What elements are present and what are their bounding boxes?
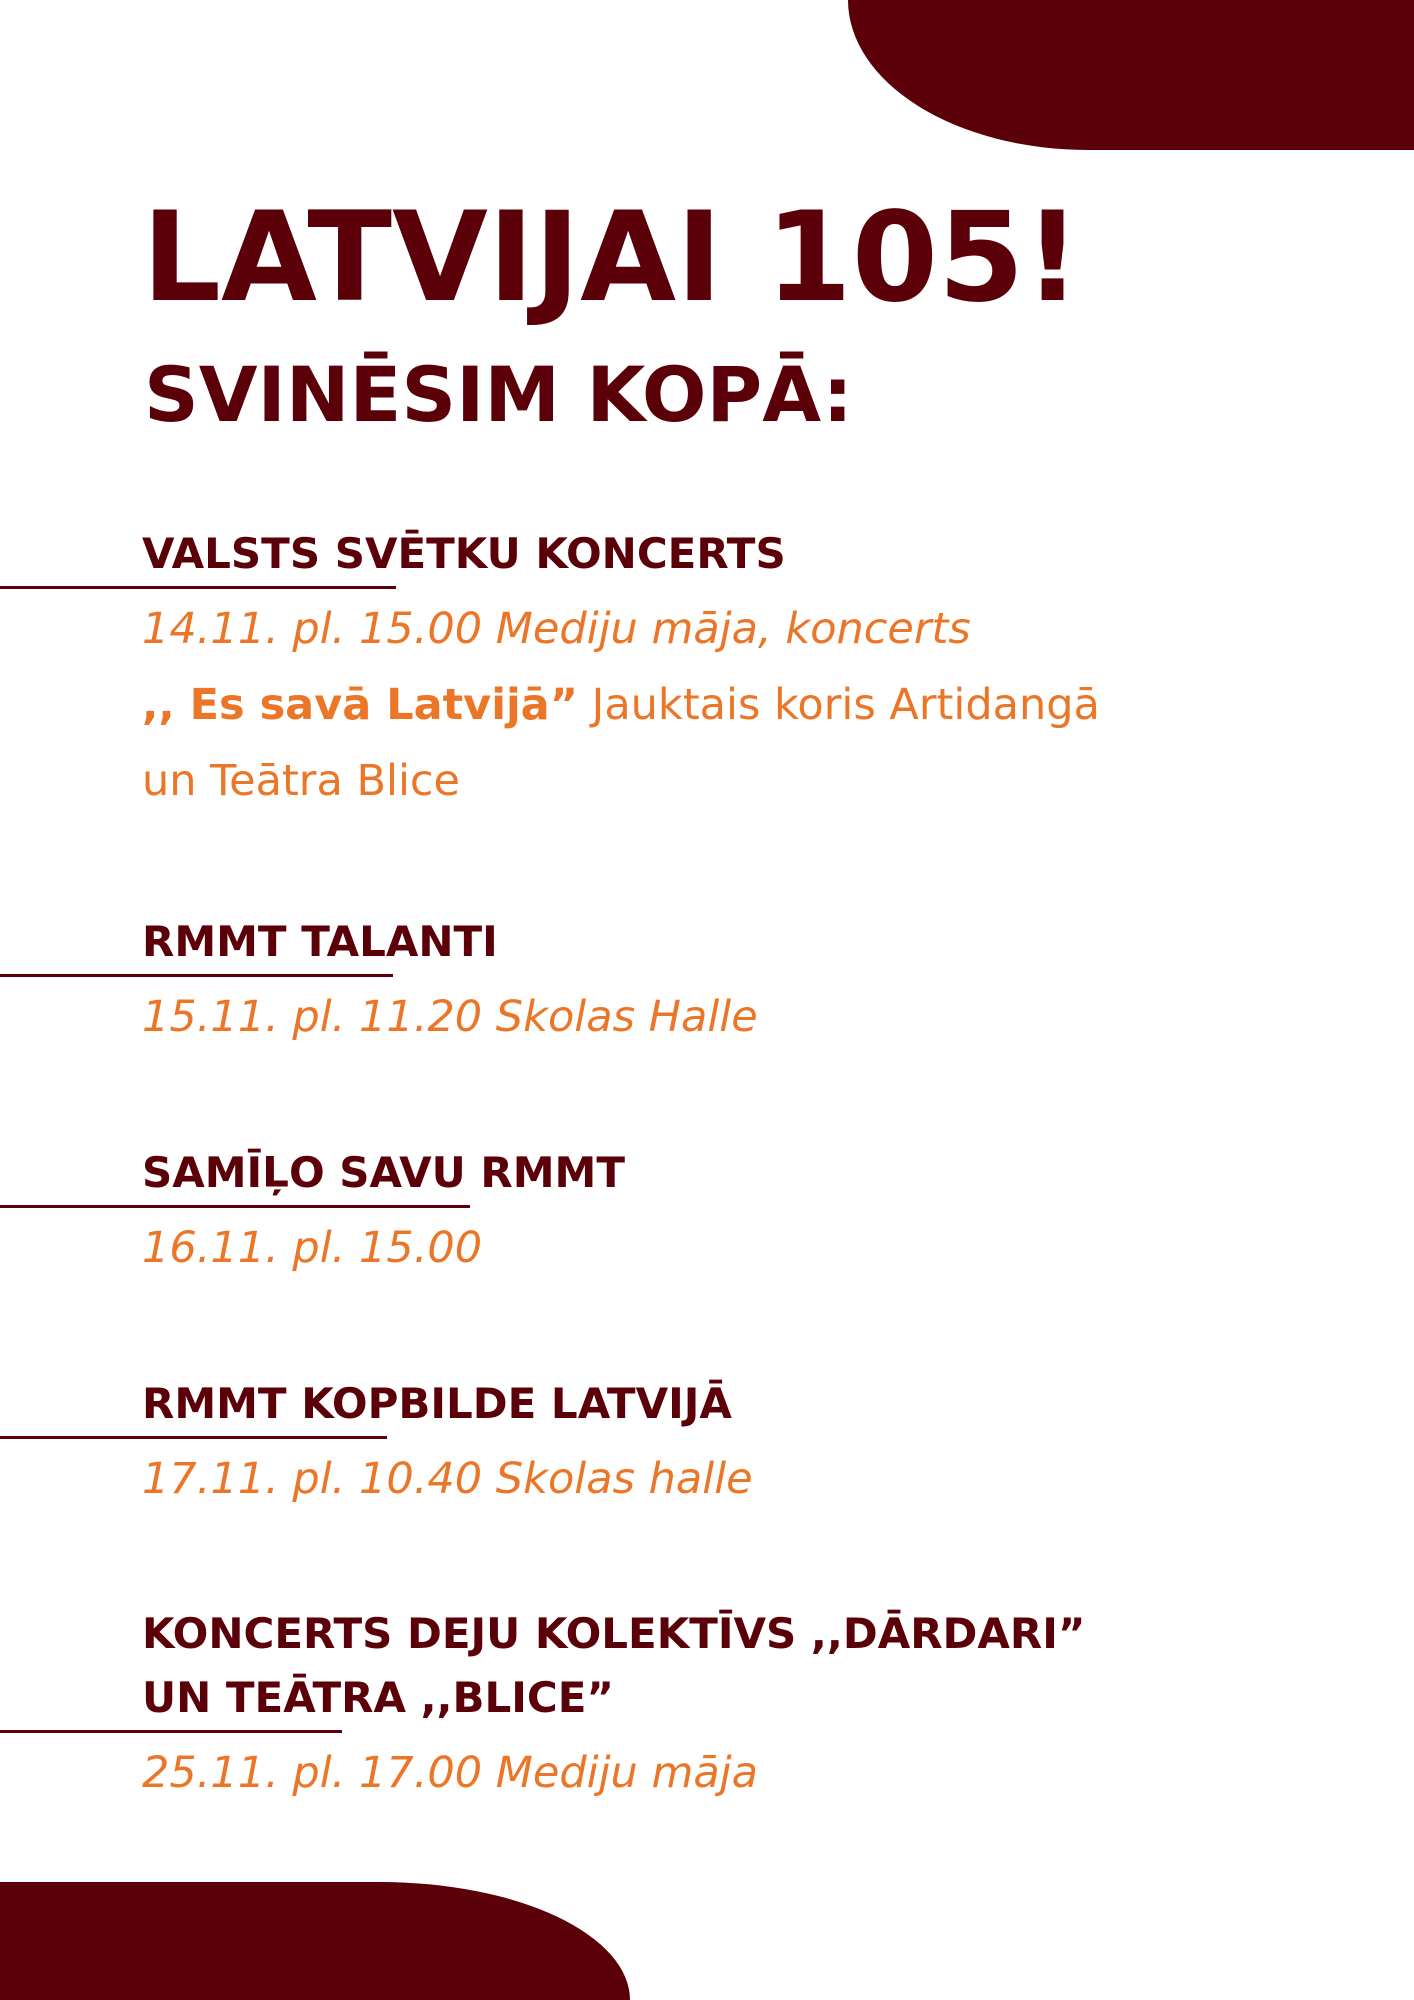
event-title: SAMĪĻO SAVU RMMT xyxy=(142,1148,625,1197)
event-details xyxy=(142,591,1414,819)
event-program-line-2: un Teātra Blice xyxy=(142,756,460,806)
event-details xyxy=(142,1441,1414,1517)
event-divider xyxy=(0,586,396,589)
event-program-line xyxy=(142,667,1414,743)
event-title: RMMT TALANTI xyxy=(142,917,498,966)
event-date-time-venue: 14.11. pl. 15.00 Mediju māja, koncerts xyxy=(142,604,971,654)
event-date-time-venue: 16.11. pl. 15.00 xyxy=(142,1223,483,1273)
poster-subtitle: SVINĒSIM KOPĀ: xyxy=(144,350,853,439)
top-corner-decoration xyxy=(848,0,1414,150)
poster-title: LATVIJAI 105! xyxy=(142,186,1081,330)
event-samilo-savu-rmmt xyxy=(0,1145,1414,1286)
event-rmmt-kopbilde xyxy=(0,1376,1414,1517)
event-divider xyxy=(0,974,393,977)
event-program-title: ,, Es savā Latvijā” xyxy=(142,680,578,730)
event-title-line-2: UN TEĀTRA ,,BLICE” xyxy=(142,1673,615,1722)
event-divider xyxy=(0,1205,470,1208)
event-divider xyxy=(0,1436,387,1439)
event-details xyxy=(142,979,1414,1055)
event-date-time-venue: 15.11. pl. 11.20 Skolas Halle xyxy=(142,992,758,1042)
event-date-time-venue: 25.11. pl. 17.00 Mediju māja xyxy=(142,1748,758,1798)
event-program-performers: Jauktais koris Artidangā xyxy=(577,680,1100,730)
event-rmmt-talanti xyxy=(0,914,1414,1055)
event-details xyxy=(142,1210,1414,1286)
bottom-corner-decoration xyxy=(0,1882,630,2000)
event-divider xyxy=(0,1730,342,1733)
event-date-time-venue: 17.11. pl. 10.40 Skolas halle xyxy=(142,1454,753,1504)
event-title: RMMT KOPBILDE LATVIJĀ xyxy=(142,1379,732,1428)
event-title: VALSTS SVĒTKU KONCERTS xyxy=(142,529,786,578)
event-valsts-svetku-koncerts xyxy=(0,526,1414,819)
event-title-line-1: KONCERTS DEJU KOLEKTĪVS ,,DĀRDARI” xyxy=(142,1609,1086,1658)
event-koncerts-dardari xyxy=(0,1606,1414,1811)
event-details xyxy=(142,1735,1414,1811)
